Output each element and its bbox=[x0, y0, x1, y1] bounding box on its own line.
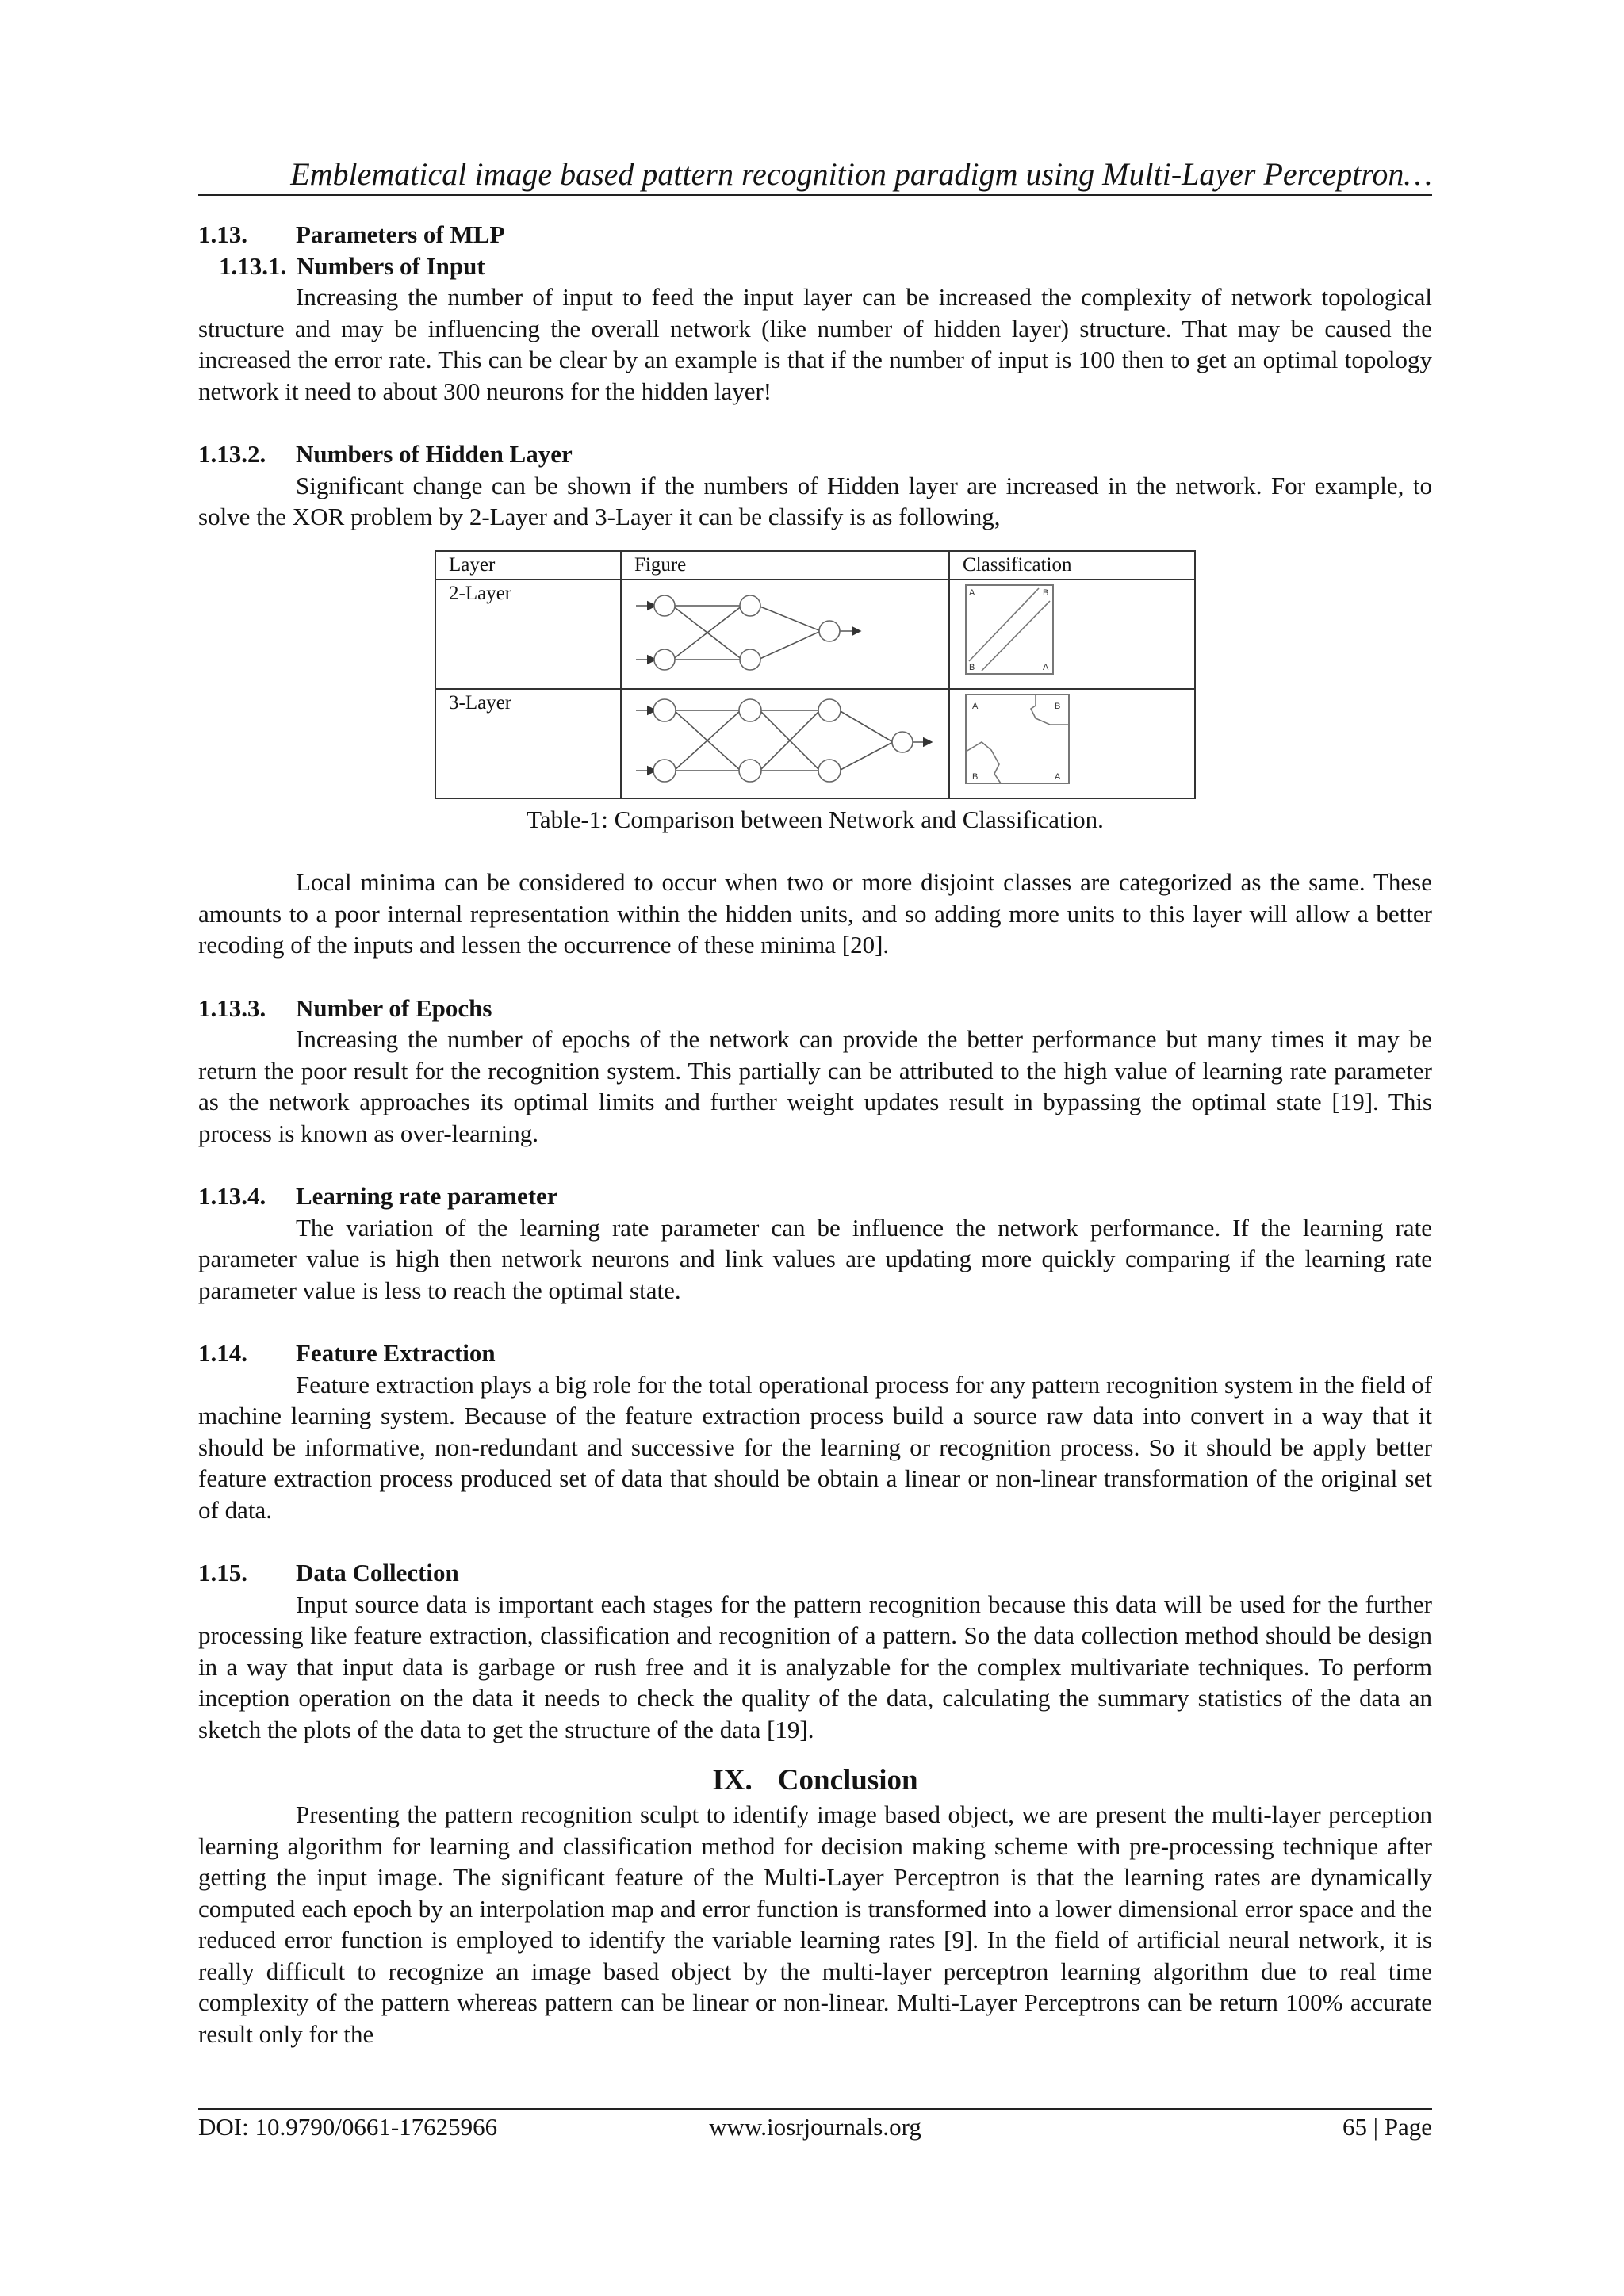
table-cell-layer: 3-Layer bbox=[435, 689, 621, 798]
hidden-neuron bbox=[739, 760, 761, 782]
corner-label: B bbox=[972, 771, 979, 782]
hidden-neuron bbox=[739, 699, 761, 721]
input-neuron bbox=[654, 595, 675, 616]
table-header-classification: Classification bbox=[949, 551, 1195, 580]
comparison-table bbox=[435, 550, 1196, 799]
corner-label: B bbox=[969, 662, 975, 672]
heading-1-13-1: 1.13.1. Numbers of Input bbox=[219, 251, 485, 280]
output-neuron bbox=[892, 732, 913, 752]
heading-1-14: 1.14. Feature Extraction bbox=[198, 1339, 496, 1367]
table-cell-figure bbox=[621, 689, 949, 798]
heading-1-13-3: 1.13.3. Number of Epochs bbox=[198, 993, 492, 1022]
footer-site: www.iosrjournals.org bbox=[709, 2113, 921, 2141]
section-title-conclusion: IX. Conclusion bbox=[712, 1764, 918, 1797]
paragraph-learning-rate: The variation of the learning rate parameter can be influence the network performance. If the learning rate parameter value is high then network neurons and link values are updating more quickly comparing if the learning rate parameter value is less to reach the optimal state. bbox=[198, 1213, 1432, 1304]
table-cell-classification bbox=[949, 580, 1195, 689]
corner-label: B bbox=[1055, 701, 1061, 711]
paragraph-feature-extraction: Feature extraction plays a big role for the total operational process for any pattern recognition system in the field of machine learning system. Because of the feature extraction process build a source raw data into convert in a way that it should be informative, non-redundant and successive for the learning or recognition process. So it should be apply better feature extraction process produced set of data that should be obtain a linear or non-linear transformation of the original set of data. bbox=[198, 1370, 1432, 1524]
corner-label: B bbox=[1043, 587, 1049, 598]
footer-page-number: 65 | Page bbox=[1342, 2113, 1432, 2141]
corner-label: A bbox=[1055, 771, 1061, 782]
table-row bbox=[435, 580, 1195, 689]
hidden-neuron bbox=[818, 699, 841, 721]
table-cell-figure bbox=[621, 580, 949, 689]
hidden-neuron bbox=[740, 649, 760, 670]
paragraph-numbers-of-input: Increasing the number of input to feed the input layer can be increased the complexity of network topological structure and may be influencing the overall network (like number of hidden layer) structure. That may be caused the increased the error rate. This can be clear by an example is that if the number of input is 100 then to get an optimal topology network it need to about 300 neurons for the hidden layer! bbox=[198, 283, 1432, 405]
table-header-figure: Figure bbox=[621, 551, 949, 580]
table-header-layer: Layer bbox=[435, 551, 621, 580]
corner-label: A bbox=[1043, 662, 1049, 672]
page-body bbox=[198, 219, 1432, 2049]
footer-rule bbox=[198, 2108, 1432, 2110]
heading-1-13-2: 1.13.2. Numbers of Hidden Layer bbox=[198, 440, 573, 468]
two-layer-classification-figure bbox=[963, 582, 1058, 680]
table-cell-classification bbox=[949, 689, 1195, 798]
header-rule bbox=[198, 194, 1432, 196]
input-neuron bbox=[654, 649, 675, 670]
heading-1-13-4: 1.13.4. Learning rate parameter bbox=[198, 1182, 558, 1210]
paragraph-conclusion: Presenting the pattern recognition sculpt to identify image based object, we are present the multi-layer perception learning algorithm for learning and classification method for decision making scheme with pre-processing technique after getting the input image. The significant feature of the Multi-Layer Perceptron is that the learning rates are dynamically computed each epoch by an interpolation map and error function is transformed into a lower dimensional error space and the reduced error function is employed to identify the variable learning rates [9]. In the field of artificial neural network, it is really difficult to recognize an image based object by the multi-layer perceptron learning algorithm due to real time complexity of the pattern whereas pattern can be linear or non-linear. Multi-Layer Perceptrons can be return 100% accurate result only for the bbox=[198, 1800, 1432, 2048]
table-caption: Table-1: Comparison between Network and Classification. bbox=[527, 805, 1104, 833]
hidden-neuron bbox=[740, 595, 760, 616]
three-layer-classification-figure bbox=[963, 691, 1074, 790]
paragraph-epochs: Increasing the number of epochs of the network can provide the better performance but many times it may be return the poor result for the recognition system. This partially can be attributed to the high value of learning rate parameter as the network approaches its optimal limits and further weight updates result in bypassing the optimal state [19]. This process is known as over-learning. bbox=[198, 1025, 1432, 1147]
running-header: Emblematical image based pattern recognition paradigm using Multi-Layer Perceptron… bbox=[290, 156, 1432, 192]
footer-doi: DOI: 10.9790/0661-17625966 bbox=[198, 2113, 498, 2141]
three-layer-network-figure bbox=[634, 691, 936, 790]
corner-label: A bbox=[969, 587, 975, 598]
two-layer-network-figure bbox=[634, 582, 872, 680]
paragraph-local-minima: Local minima can be considered to occur when two or more disjoint classes are categorized as the same. These amounts to a poor internal representation within the hidden units, and so adding more units to this layer will allow a better recoding of the inputs and lessen the occurrence of these minima [20]. bbox=[198, 868, 1432, 959]
hidden-neuron bbox=[818, 760, 841, 782]
output-neuron bbox=[819, 621, 840, 641]
table-row bbox=[435, 689, 1195, 798]
heading-1-15: 1.15. Data Collection bbox=[198, 1559, 459, 1586]
corner-label: A bbox=[972, 701, 979, 711]
paragraph-hidden-layer: Significant change can be shown if the numbers of Hidden layer are increased in the network. For example, to solve the XOR problem by 2-Layer and 3-Layer it can be classify is as following, bbox=[198, 471, 1432, 530]
table-cell-layer: 2-Layer bbox=[435, 580, 621, 689]
heading-1-13: 1.13. Parameters of MLP bbox=[198, 220, 505, 248]
input-neuron bbox=[653, 699, 676, 721]
table-header-row bbox=[435, 551, 1195, 580]
input-neuron bbox=[653, 760, 676, 782]
paragraph-data-collection: Input source data is important each stages for the pattern recognition because this data will be used for the further processing like feature extraction, classification and recognition of a pattern. So the data collection method should be design in a way that input data is garbage or rush free and it is analyzable for the complex multivariate techniques. To perform inception operation on the data it needs to check the quality of the data, calculating the summary statistics of the data an sketch the plots of the data to get the structure of the data [19]. bbox=[198, 1590, 1432, 1743]
